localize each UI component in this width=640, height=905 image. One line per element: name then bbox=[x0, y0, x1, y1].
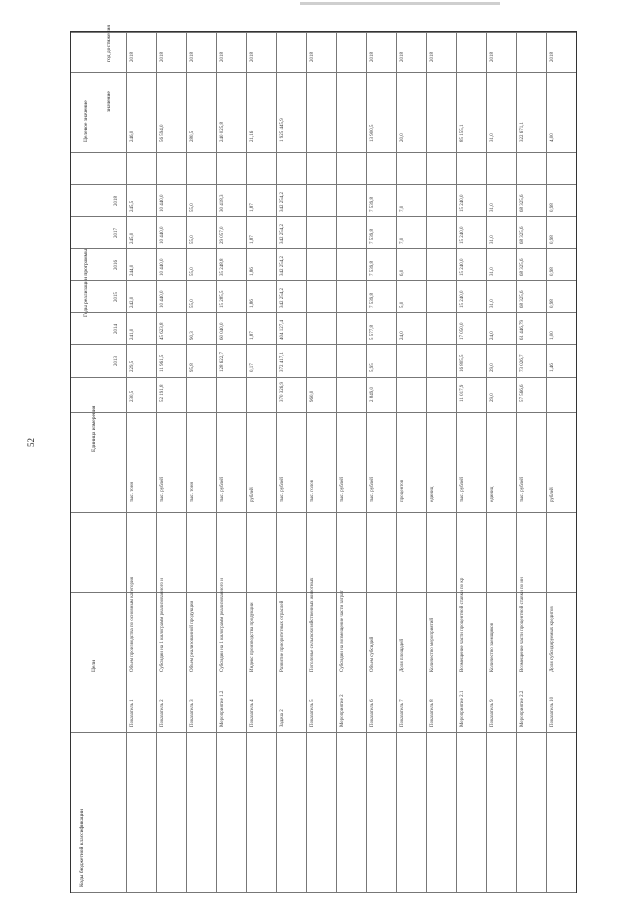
grid-line bbox=[71, 312, 576, 313]
row-year-value: 1,87 bbox=[250, 235, 255, 244]
row-divider bbox=[246, 32, 247, 892]
row-year-value: 55,0 bbox=[190, 235, 195, 244]
row-year-value: 0,98 bbox=[550, 203, 555, 212]
row-text: Индекс производства продукции bbox=[250, 602, 255, 672]
row-year-value: 1,86 bbox=[250, 299, 255, 308]
header-budget-codes: Коды бюджетной классификации bbox=[79, 809, 85, 887]
year-header: 2015 bbox=[114, 292, 119, 302]
row-year-value: 15 240,0 bbox=[460, 194, 465, 212]
row-year-value: 29 057,0 bbox=[220, 226, 225, 244]
year-header: 2016 bbox=[114, 260, 119, 270]
grid-line bbox=[71, 344, 576, 345]
row-text: Субсидии на 1 килограмм реализованного и bbox=[160, 578, 165, 672]
row-target-year: 2018 bbox=[400, 52, 405, 62]
row-text: Субсидии на 1 килограмм реализованного и bbox=[220, 578, 225, 672]
row-year-value: 30 418,3 bbox=[220, 194, 225, 212]
row-base-value: 370 326,9 bbox=[280, 382, 285, 402]
grid-line bbox=[71, 72, 576, 73]
row-year-value: 7 539,8 bbox=[370, 293, 375, 308]
row-divider bbox=[186, 32, 187, 892]
row-year-value: 15 240,0 bbox=[460, 258, 465, 276]
row-year-value: 31,0 bbox=[490, 299, 495, 308]
row-target-value: 31,0 bbox=[490, 133, 495, 142]
year-header: 2017 bbox=[114, 228, 119, 238]
row-target-year: 2018 bbox=[220, 52, 225, 62]
row-text: Субсидии на возмещение части затрат bbox=[340, 590, 345, 672]
row-target-year: 2018 bbox=[160, 52, 165, 62]
row-year-value: 55,0 bbox=[190, 203, 195, 212]
row-unit: тыс. рублей bbox=[460, 477, 465, 502]
row-year-value: 1,00 bbox=[550, 331, 555, 340]
row-indicator: Показатель 2 bbox=[160, 699, 165, 727]
row-year-value: 245,0 bbox=[130, 232, 135, 244]
row-unit: рублей bbox=[250, 487, 255, 502]
row-unit: тыс. рублей bbox=[520, 477, 525, 502]
row-divider bbox=[456, 32, 457, 892]
row-divider bbox=[426, 32, 427, 892]
row-indicator: Показатель 9 bbox=[490, 699, 495, 727]
row-unit: единиц bbox=[430, 486, 435, 502]
row-target-value: 21,16 bbox=[250, 130, 255, 142]
row-indicator: Задача 2 bbox=[280, 709, 285, 727]
header-result: Целевое значение bbox=[83, 100, 89, 142]
row-year-value: 11 961,5 bbox=[160, 354, 165, 372]
row-year-value: 7,0 bbox=[400, 237, 405, 244]
row-indicator: Показатель 5 bbox=[310, 699, 315, 727]
row-year-value: 68 325,6 bbox=[520, 194, 525, 212]
row-year-value: 1,87 bbox=[250, 203, 255, 212]
row-year-value: 242,0 bbox=[130, 296, 135, 308]
row-year-value: 10 440,0 bbox=[160, 194, 165, 212]
row-indicator: Показатель 8 bbox=[430, 699, 435, 727]
header-year: год достижения bbox=[106, 25, 112, 62]
row-year-value: 10 440,0 bbox=[160, 226, 165, 244]
row-year-value: 55,0 bbox=[190, 299, 195, 308]
row-year-value: 1,87 bbox=[250, 331, 255, 340]
header-goal: Цели bbox=[91, 659, 97, 672]
scan-edge-mark bbox=[300, 2, 500, 5]
year-header: 2014 bbox=[114, 324, 119, 334]
row-base-value: 230,5 bbox=[130, 390, 135, 402]
row-year-value: 55,0 bbox=[190, 267, 195, 276]
row-text: Возмещение части процентной ставки по ин bbox=[520, 577, 525, 672]
row-year-value: 15 240,0 bbox=[460, 290, 465, 308]
row-indicator: Мероприятие 2 bbox=[340, 694, 345, 727]
row-year-value: 24,0 bbox=[490, 331, 495, 340]
header-plan-years: Годы реализации программы bbox=[83, 249, 89, 317]
row-text: Поголовье сельскохозяйственных животных bbox=[310, 577, 315, 672]
row-base-value: 52 191,8 bbox=[160, 384, 165, 402]
row-divider bbox=[156, 32, 157, 892]
row-unit: тыс. рублей bbox=[340, 477, 345, 502]
row-unit: тыс. рублей bbox=[160, 477, 165, 502]
row-target-year: 2018 bbox=[130, 52, 135, 62]
grid-line bbox=[71, 512, 576, 513]
row-indicator: Мероприятие 1.2 bbox=[220, 690, 225, 727]
row-divider bbox=[516, 32, 517, 892]
row-target-value: 280,5 bbox=[190, 130, 195, 142]
row-text: Доля площадей bbox=[400, 638, 405, 672]
row-target-value: 85 155,1 bbox=[460, 124, 465, 142]
row-target-value: 20,0 bbox=[400, 133, 405, 142]
grid-line bbox=[71, 592, 576, 593]
row-year-value: 31,0 bbox=[490, 267, 495, 276]
row-unit: тыс. голов bbox=[310, 480, 315, 502]
row-year-value: 7,0 bbox=[400, 205, 405, 212]
row-text: Возмещение части процентной ставки по кр bbox=[460, 577, 465, 672]
row-unit: процентов bbox=[400, 479, 405, 502]
row-target-value: 240 025,8 bbox=[220, 122, 225, 142]
row-year-value: 1,46 bbox=[550, 363, 555, 372]
grid-line bbox=[71, 32, 576, 33]
row-target-value: 246,0 bbox=[130, 130, 135, 142]
year-header: 2018 bbox=[114, 196, 119, 206]
row-year-value: 31,0 bbox=[490, 235, 495, 244]
row-text: Доля субсидируемых кредитов bbox=[550, 606, 555, 672]
row-year-value: 7 539,8 bbox=[370, 197, 375, 212]
row-unit: тыс. рублей bbox=[280, 477, 285, 502]
row-year-value: 128 622,7 bbox=[220, 352, 225, 372]
row-target-value: 4,00 bbox=[550, 133, 555, 142]
row-year-value: 0,17 bbox=[250, 363, 255, 372]
row-target-year: 2018 bbox=[430, 52, 435, 62]
row-year-value: 7 539,8 bbox=[370, 261, 375, 276]
row-text: Объем субсидий bbox=[370, 636, 375, 672]
row-year-value: 342 254,2 bbox=[280, 256, 285, 276]
row-year-value: 342 254,2 bbox=[280, 288, 285, 308]
row-target-value: 56 594,0 bbox=[160, 124, 165, 142]
grid-line bbox=[71, 248, 576, 249]
row-indicator: Показатель 3 bbox=[190, 699, 195, 727]
row-year-value: 229,5 bbox=[130, 360, 135, 372]
row-indicator: Мероприятие 2.1 bbox=[460, 690, 465, 727]
row-year-value: 61 446,79 bbox=[520, 320, 525, 340]
row-divider bbox=[216, 32, 217, 892]
header-unit: Единица измерения bbox=[91, 405, 97, 452]
row-target-year: 2018 bbox=[190, 52, 195, 62]
row-divider bbox=[396, 32, 397, 892]
row-year-value: 342 254,2 bbox=[280, 192, 285, 212]
row-base-value: 29,0 bbox=[490, 393, 495, 402]
header-value: значение bbox=[106, 91, 112, 112]
row-year-value: 1,86 bbox=[250, 267, 255, 276]
row-divider bbox=[276, 32, 277, 892]
row-unit: единиц bbox=[490, 486, 495, 502]
row-year-value: 5,95 bbox=[370, 363, 375, 372]
row-divider bbox=[126, 32, 127, 892]
row-year-value: 10 440,0 bbox=[160, 290, 165, 308]
row-target-year: 2018 bbox=[250, 52, 255, 62]
row-year-value: 16 805,5 bbox=[460, 354, 465, 372]
row-year-value: 95,8 bbox=[190, 363, 195, 372]
row-year-value: 7 539,8 bbox=[370, 229, 375, 244]
row-target-value: 1 925 445,9 bbox=[280, 118, 285, 142]
row-year-value: 45 623,8 bbox=[160, 322, 165, 340]
row-year-value: 68 325,6 bbox=[520, 226, 525, 244]
row-unit: тыс. тонн bbox=[130, 481, 135, 502]
row-year-value: 0,98 bbox=[550, 235, 555, 244]
row-text: Объем реализованной продукции bbox=[190, 600, 195, 672]
row-target-value: 322 671,1 bbox=[520, 122, 525, 142]
row-indicator: Показатель 1 bbox=[130, 699, 135, 727]
row-year-value: 10 440,0 bbox=[160, 258, 165, 276]
grid-line bbox=[71, 732, 576, 733]
row-text: Объем производства по основным категория bbox=[130, 577, 135, 672]
row-base-value: 960,0 bbox=[310, 390, 315, 402]
row-text: Развитие приоритетных отраслей bbox=[280, 600, 285, 672]
row-divider bbox=[306, 32, 307, 892]
row-target-year: 2018 bbox=[550, 52, 555, 62]
row-base-value: 11 017,9 bbox=[460, 384, 465, 402]
grid-line bbox=[71, 184, 576, 185]
row-year-value: 6,0 bbox=[400, 269, 405, 276]
row-target-year: 2018 bbox=[490, 52, 495, 62]
row-year-value: 0,98 bbox=[550, 299, 555, 308]
row-year-value: 244,0 bbox=[130, 264, 135, 276]
row-divider bbox=[546, 32, 547, 892]
row-target-year: 2018 bbox=[370, 52, 375, 62]
row-indicator: Показатель 10 bbox=[550, 696, 555, 727]
row-year-value: 60 040,0 bbox=[220, 322, 225, 340]
row-unit: тыс. рублей bbox=[370, 477, 375, 502]
row-year-value: 24,0 bbox=[400, 331, 405, 340]
year-header: 2013 bbox=[114, 356, 119, 366]
row-divider bbox=[336, 32, 337, 892]
grid-line bbox=[71, 892, 576, 893]
row-year-value: 17 050,0 bbox=[460, 322, 465, 340]
row-year-value: 5,0 bbox=[400, 301, 405, 308]
row-year-value: 342 254,2 bbox=[280, 224, 285, 244]
row-divider bbox=[486, 32, 487, 892]
row-unit: рублей bbox=[550, 487, 555, 502]
row-base-value: 57 566,6 bbox=[520, 384, 525, 402]
row-year-value: 29,0 bbox=[490, 363, 495, 372]
row-unit: тыс. рублей bbox=[220, 477, 225, 502]
row-base-value: 2 849,0 bbox=[370, 387, 375, 402]
rotated-table bbox=[70, 25, 577, 893]
row-text: Количество мероприятий bbox=[430, 617, 435, 672]
row-unit: тыс. тонн bbox=[190, 481, 195, 502]
row-text: Количество заемщиков bbox=[490, 622, 495, 672]
row-indicator: Показатель 7 bbox=[400, 699, 405, 727]
grid-line bbox=[71, 216, 576, 217]
row-year-value: 245,5 bbox=[130, 200, 135, 212]
grid-line bbox=[71, 152, 576, 153]
row-year-value: 404 127,4 bbox=[280, 320, 285, 340]
row-year-value: 90,3 bbox=[190, 331, 195, 340]
row-year-value: 0,98 bbox=[550, 267, 555, 276]
row-year-value: 31,0 bbox=[490, 203, 495, 212]
row-year-value: 5 577,8 bbox=[370, 325, 375, 340]
row-year-value: 73 026,7 bbox=[520, 354, 525, 372]
row-indicator: Показатель 6 bbox=[370, 699, 375, 727]
row-indicator: Мероприятие 2.2 bbox=[520, 690, 525, 727]
row-divider bbox=[366, 32, 367, 892]
grid-line bbox=[71, 412, 576, 413]
row-year-value: 68 325,6 bbox=[520, 258, 525, 276]
row-target-year: 2018 bbox=[310, 52, 315, 62]
row-year-value: 241,0 bbox=[130, 328, 135, 340]
row-year-value: 68 325,6 bbox=[520, 290, 525, 308]
row-target-value: 13 900,5 bbox=[370, 124, 375, 142]
grid-line bbox=[71, 280, 576, 281]
row-indicator: Показатель 4 bbox=[250, 699, 255, 727]
row-year-value: 372 417,1 bbox=[280, 352, 285, 372]
row-year-value: 15 285,5 bbox=[220, 290, 225, 308]
page-number: 52 bbox=[26, 438, 36, 447]
grid-line bbox=[71, 377, 576, 378]
row-year-value: 35 248,8 bbox=[220, 258, 225, 276]
row-year-value: 15 240,0 bbox=[460, 226, 465, 244]
